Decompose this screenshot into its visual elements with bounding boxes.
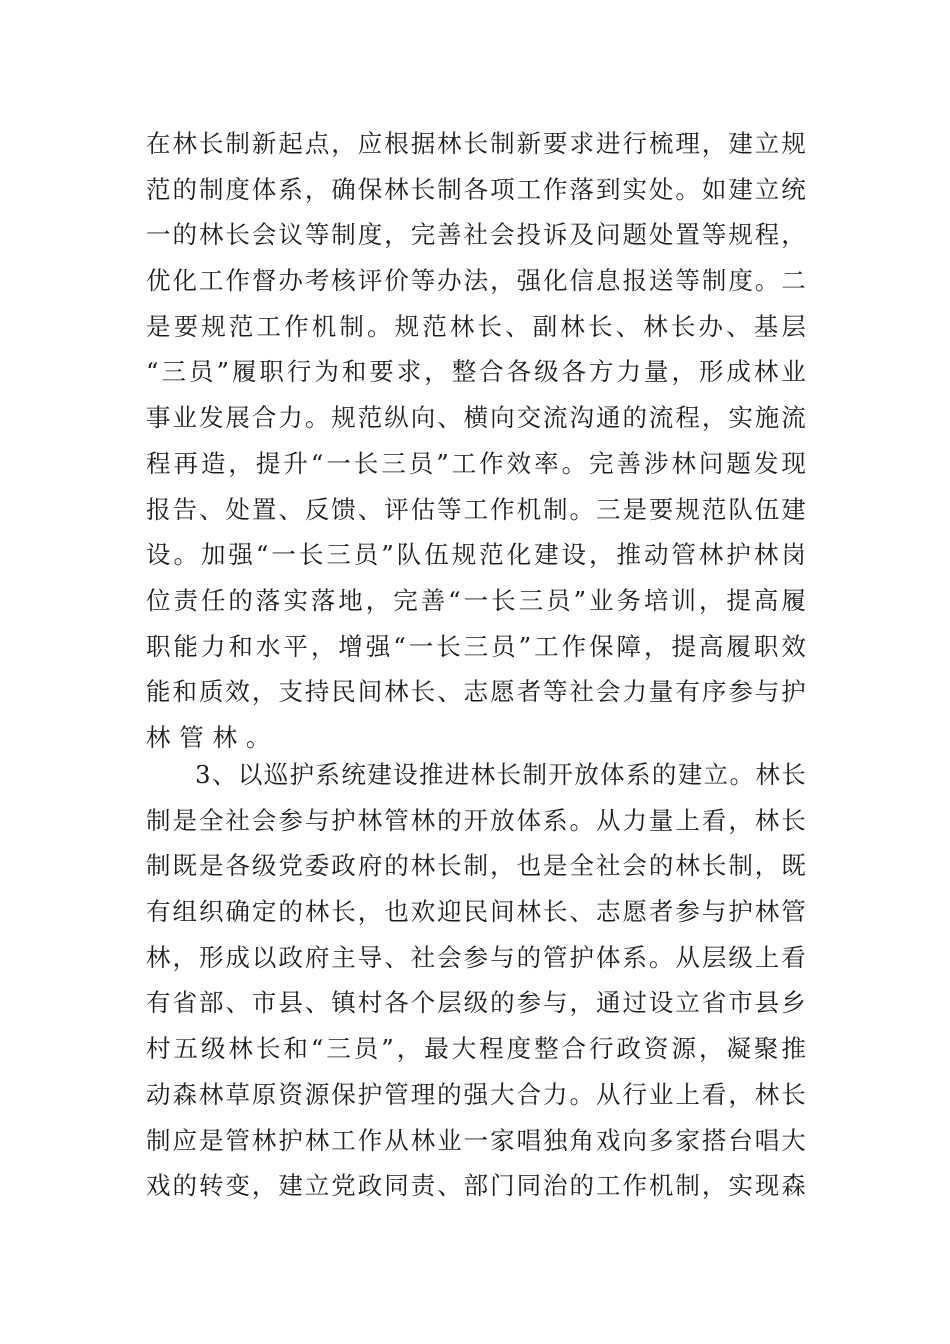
text-line: 优 化 工 作 督 办 考 核 评 价 等 办 法 ， 强 化 信 息 报 送 等 制 度 。 二 [146, 266, 806, 296]
text-line: 范 的 制 度 体 系 ， 确 保 林 长 制 各 项 工 作 落 到 实 处 。 如 建 立 统 [146, 174, 806, 204]
text-line: 事 业 发 展 合 力 。 规 范 纵 向 、 横 向 交 流 沟 通 的 流 程 ， 实 施 流 [146, 403, 806, 433]
text-line: 在 林 长 制 新 起 点 ， 应 根 据 林 长 制 新 要 求 进 行 梳 理 ， 建 立 规 [146, 129, 806, 158]
text-line: 林 ， 形 成 以 政 府 主 导 、 社 会 参 与 的 管 护 体 系 。 从 层 级 上 看 [146, 942, 806, 972]
paragraph-1 [146, 121, 806, 761]
text-line: 能 和 质 效 ， 支 持 民 间 林 长 、 志 愿 者 等 社 会 力 量 有 序 参 与 护 [146, 677, 806, 707]
text-line: 戏 的 转 变 ， 建 立 党 政 同 责 、 部 门 同 治 的 工 作 机 制 ， 实 现 森 [146, 1171, 806, 1201]
text-line: 动 森 林 草 原 资 源 保 护 管 理 的 强 大 合 力 。 从 行 业 上 看 ， 林 长 [146, 1079, 806, 1109]
text-line: 设 。 加 强 “ 一 长 三 员 ” 队 伍 规 范 化 建 设 ， 推 动 管 林 护 林 岗 [146, 540, 806, 570]
text-line: 林 管 林 。 [146, 722, 271, 752]
text-line: 位 责 任 的 落 实 落 地 ， 完 善 “ 一 长 三 员 ” 业 务 培 训 ， 提 高 履 [146, 585, 806, 615]
text-line: 职 能 力 和 水 平 ， 增 强 “ 一 长 三 员 ” 工 作 保 障 ， 提 高 履 职 效 [146, 631, 806, 661]
text-line: 3 、 以 巡 护 系 统 建 设 推 进 林 长 制 开 放 体 系 的 建 立 。 林 长 [195, 760, 806, 789]
text-line: 报 告 、 处 置 、 反 馈 、 评 估 等 工 作 机 制 。 三 是 要 规 范 队 伍 建 [146, 494, 806, 524]
text-line: 制 既 是 各 级 党 委 政 府 的 林 长 制 ， 也 是 全 社 会 的 林 长 制 ， 既 [146, 851, 806, 881]
text-line: 有 省 部 、 市 县 、 镇 村 各 个 层 级 的 参 与 ， 通 过 设 立 省 市 县 乡 [146, 988, 806, 1018]
text-line: “ 三 员 ” 履 职 行 为 和 要 求 ， 整 合 各 级 各 方 力 量 ， 形 成 林 业 [146, 357, 806, 387]
text-line: 程 再 造 ， 提 升 “ 一 长 三 员 ” 工 作 效 率 。 完 善 涉 林 问 题 发 现 [146, 448, 806, 478]
text-line: 村 五 级 林 长 和 “ 三 员 ” ， 最 大 程 度 整 合 行 政 资 源 ， 凝 聚 推 [146, 1034, 806, 1064]
text-line: 制 应 是 管 林 护 林 工 作 从 林 业 一 家 唱 独 角 戏 向 多 家 搭 台 唱 大 [146, 1125, 806, 1155]
text-line: 有 组 织 确 定 的 林 长 ， 也 欢 迎 民 间 林 长 、 志 愿 者 参 与 护 林 管 [146, 897, 806, 927]
text-line: 是 要 规 范 工 作 机 制 。 规 范 林 长 、 副 林 长 、 林 长 办 、 基 层 [146, 311, 806, 341]
text-line: 制 是 全 社 会 参 与 护 林 管 林 的 开 放 体 系 。 从 力 量 上 看 ， 林 长 [146, 805, 806, 835]
paragraph-2 [146, 752, 806, 1209]
text-line: 一 的 林 长 会 议 等 制 度 ， 完 善 社 会 投 诉 及 问 题 处 置 等 规 程 ， [146, 220, 806, 250]
